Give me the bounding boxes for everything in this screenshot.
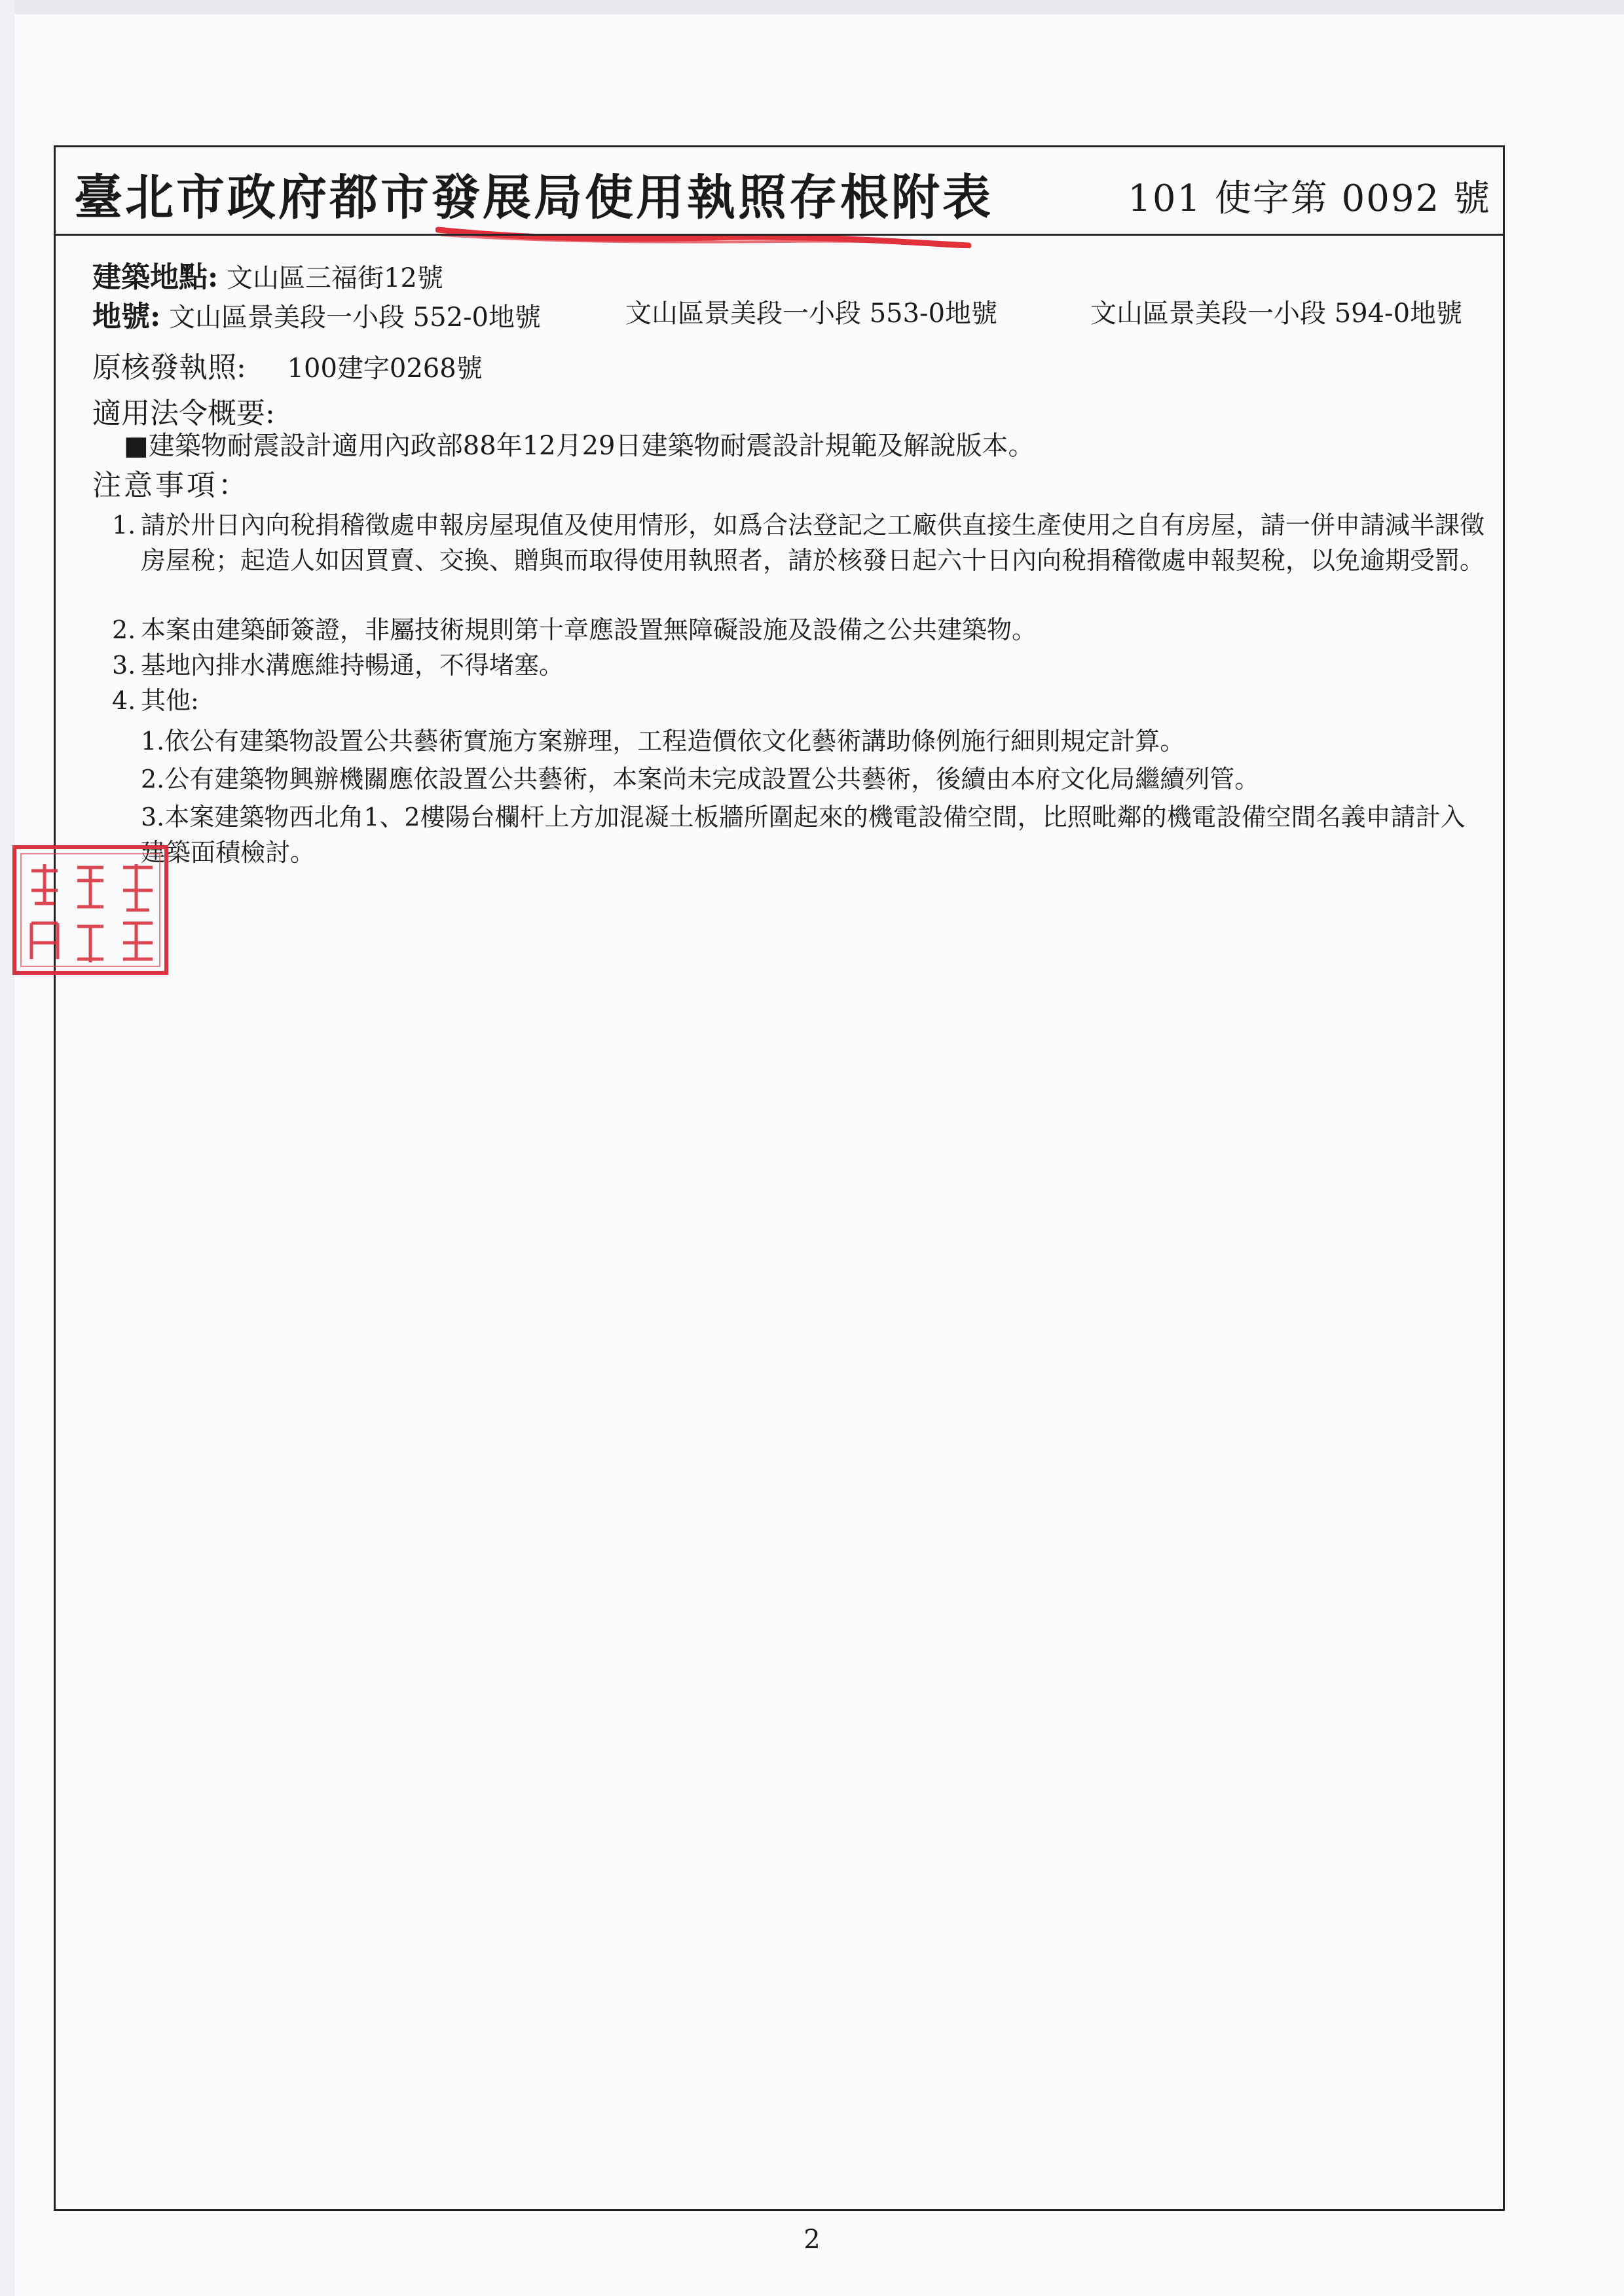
header-divider <box>56 234 1503 236</box>
applicable-law-item: ■建築物耐震設計適用內政部88年12月29日建築物耐震設計規範及解說版本。 <box>124 431 1035 461</box>
page-number: 2 <box>803 2225 821 2255</box>
lot-2: 文山區景美段一小段 553-0地號 <box>625 299 998 329</box>
applicable-law-label: 適用法令概要: <box>92 397 275 430</box>
scan-edge-left <box>0 0 14 2296</box>
other-item-3: 3.本案建築物西北角1、2樓陽台欄杆上方加混凝土板牆所圍起來的機電設備空間，比照毗鄰的機電設備空間名義申請計入建築面積檢討。 <box>141 803 1466 867</box>
other-item-2: 2.公有建築物興辦機關應依設置公共藝術，本案尚未完成設置公共藝術，後續由本府文化局繼續列管。 <box>141 765 1260 793</box>
original-permit-label: 原核發執照: <box>92 351 246 384</box>
form-frame <box>54 145 1505 2211</box>
lot-label: 地號: <box>92 300 161 333</box>
lot-3: 文山區景美段一小段 594-0地號 <box>1090 299 1463 329</box>
note-1-number: 1. <box>112 511 136 539</box>
lot-row <box>92 293 541 335</box>
applicable-law-item-row <box>124 425 1035 462</box>
note-3-text: 基地內排水溝應維持暢通，不得堵塞。 <box>141 651 564 680</box>
location-label: 建築地點: <box>92 261 219 294</box>
other-item-1: 1.依公有建築物設置公共藝術實施方案辦理，工程造價依文化藝術講助條例施行細則規定計算。 <box>141 727 1185 756</box>
official-seal-stamp <box>12 845 169 975</box>
notes-heading: 注意事項： <box>92 469 249 502</box>
note-4-text: 其他: <box>141 686 199 715</box>
note-2-text: 本案由建築師簽證，非屬技術規則第十章應設置無障礙設施及設備之公共建築物。 <box>141 615 1037 644</box>
permit-number: 101 使字第 0092 號 <box>1128 177 1491 220</box>
note-2-number: 2. <box>112 615 136 644</box>
original-permit-row <box>92 344 483 386</box>
location-row <box>92 253 443 295</box>
note-4-number: 4. <box>112 686 136 715</box>
scan-edge-top <box>0 0 1624 14</box>
red-pen-mark <box>435 218 972 248</box>
lot-2-cell <box>625 293 997 330</box>
original-permit-value: 100建字0268號 <box>287 354 483 384</box>
lot-3-cell <box>1090 293 1462 330</box>
notes-heading-row <box>92 462 249 503</box>
document-title: 臺北市政府都市發展局使用執照存根附表 <box>74 170 993 226</box>
location-value: 文山區三福街12號 <box>226 263 443 293</box>
note-3-number: 3. <box>112 651 136 680</box>
note-1-text: 請於卅日內向稅捐稽徵處申報房屋現值及使用情形，如爲合法登記之工廠供直接生產使用之自有房屋，請一併申請減半課徵房屋稅；起造人如因買賣、交換、贈與而取得使用執照者，請於核發日起六十日內向稅捐稽徵處申報契稅，以免逾期受罰。 <box>141 511 1485 575</box>
lot-1: 文山區景美段一小段 552-0地號 <box>168 302 541 333</box>
